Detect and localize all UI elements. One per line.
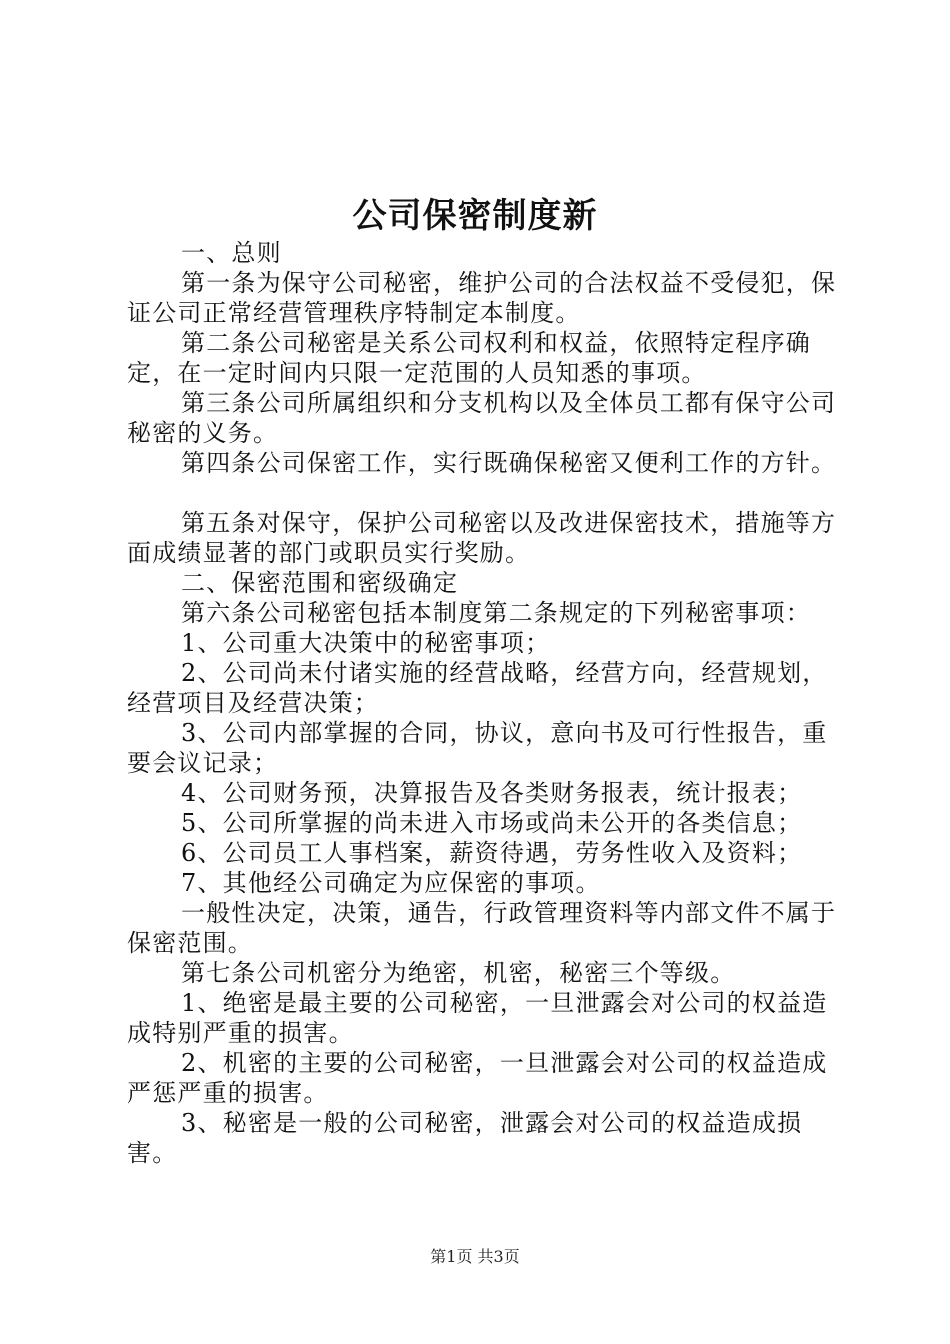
list-item: 1、公司重大决策中的秘密事项； <box>181 629 551 657</box>
article-paragraph: 第四条公司保密工作，实行既确保秘密又便利工作的方针。 <box>181 449 837 477</box>
article-paragraph: 第六条公司秘密包括本制度第二条规定的下列秘密事项： <box>181 599 811 627</box>
document-title: 公司保密制度新 <box>352 196 598 236</box>
page-number-footer: 第1页 共3页 <box>430 1247 520 1266</box>
list-item: 6、公司员工人事档案，薪资待遇，劳务性收入及资料； <box>181 839 803 867</box>
article-paragraph: 第五条对保守，保护公司秘密以及改进保密技术，措施等方面成绩显著的部门或职员实行奖励。 <box>127 509 837 567</box>
list-item: 1、绝密是最主要的公司秘密，一旦泄露会对公司的权益造成特别严重的损害。 <box>127 989 828 1047</box>
list-item: 2、公司尚未付诸实施的经营战略，经营方向，经营规划，经营项目及经营决策； <box>127 659 828 717</box>
list-item: 3、公司内部掌握的合同，协议，意向书及可行性报告，重要会议记录； <box>127 719 828 777</box>
document-body <box>127 238 842 1168</box>
section-heading: 二、保密范围和密级确定 <box>181 569 459 597</box>
article-paragraph: 第三条公司所属组织和分支机构以及全体员工都有保守公司秘密的义务。 <box>127 389 837 447</box>
list-item: 2、机密的主要的公司秘密，一旦泄露会对公司的权益造成严惩严重的损害。 <box>127 1049 828 1107</box>
article-paragraph: 第二条公司秘密是关系公司权利和权益，依照特定程序确定，在一定时间内只限一定范围的人员知悉的事项。 <box>127 329 811 387</box>
article-paragraph: 第一条为保守公司秘密，维护公司的合法权益不受侵犯，保证公司正常经营管理秩序特制定本制度。 <box>127 269 837 327</box>
article-paragraph: 第七条公司机密分为绝密，机密，秘密三个等级。 <box>181 959 736 987</box>
list-item: 3、秘密是一般的公司秘密，泄露会对公司的权益造成损害。 <box>127 1109 803 1167</box>
article-paragraph: 一般性决定，决策，通告，行政管理资料等内部文件不属于保密范围。 <box>127 899 837 957</box>
list-item: 5、公司所掌握的尚未进入市场或尚未公开的各类信息； <box>181 809 803 837</box>
section-heading: 一、总则 <box>181 239 282 267</box>
list-item: 7、其他经公司确定为应保密的事项。 <box>181 869 601 897</box>
list-item: 4、公司财务预，决算报告及各类财务报表，统计报表； <box>181 779 803 807</box>
